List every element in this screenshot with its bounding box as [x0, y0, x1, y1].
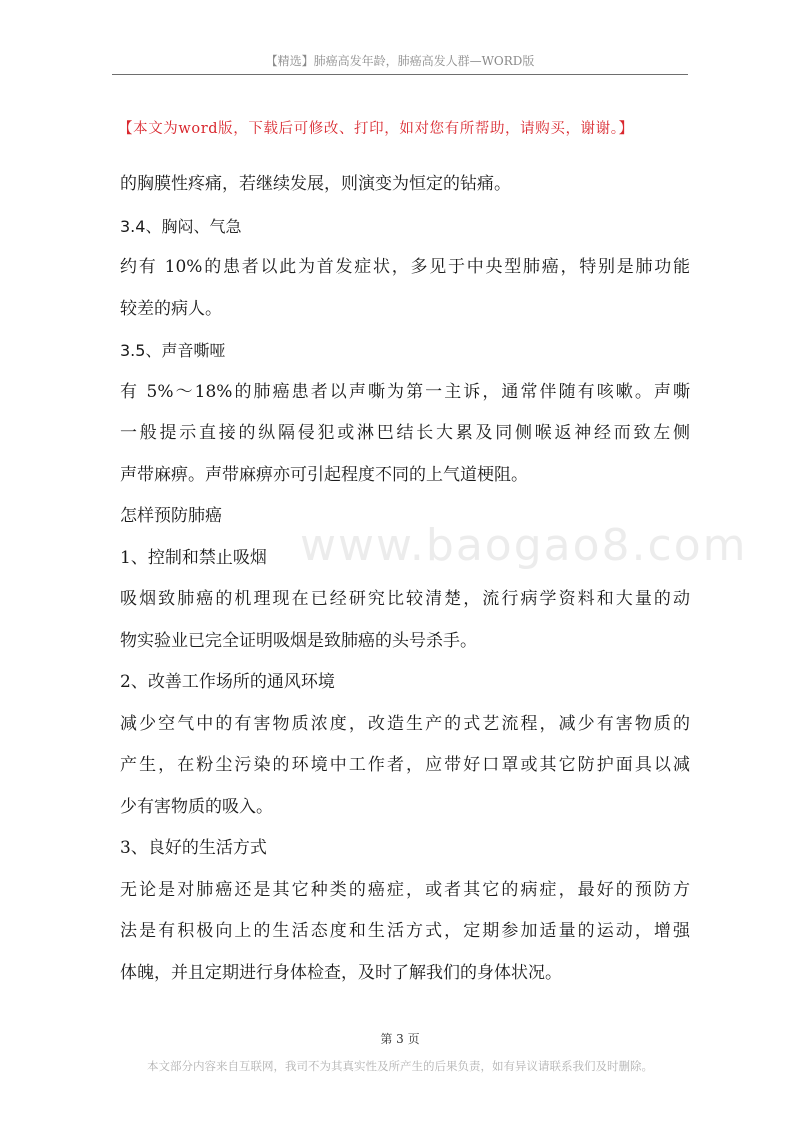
text-line: 减少空气中的有害物质浓度，改造生产的式艺流程，减少有害物质的	[120, 713, 690, 734]
page-header	[112, 50, 688, 75]
text-line: 一般提示直接的纵隔侵犯或淋巴结长大累及同侧喉返神经而致左侧	[120, 423, 690, 443]
text-line: 无论是对肺癌还是其它种类的癌症，或者其它的病症，最好的预防方	[120, 879, 690, 900]
text-line: 约有 10%的患者以此为首发症状，多见于中央型肺癌，特别是肺功能	[120, 257, 690, 277]
text-line: 少有害物质的吸入。	[120, 796, 273, 817]
page-footer: 本文部分内容来自互联网，我司不为其真实性及所产生的后果负责，如有异议请联系我们及时删除。	[147, 1059, 653, 1073]
section-heading: 3.4、胸闷、气急	[120, 216, 242, 236]
section-heading: 怎样预防肺癌	[120, 506, 222, 526]
text-line: 产生，在粉尘污染的环境中工作者，应带好口罩或其它防护面具以减	[120, 755, 690, 775]
text-line: 较差的病人。	[120, 298, 222, 319]
text-line: 体魄，并且定期进行身体检查，及时了解我们的身体状况。	[120, 962, 562, 983]
section-heading: 3、良好的生活方式	[120, 838, 267, 858]
text-line: 吸烟致肺癌的机理现在已经研究比较清楚，流行病学资料和大量的动	[120, 589, 690, 609]
text-line: 声带麻痹。声带麻痹亦可引起程度不同的上气道梗阻。	[120, 464, 528, 485]
header-title: 【精选】肺癌高发年龄，肺癌高发人群—WORD版	[265, 54, 535, 68]
section-heading: 3.5、声音嘶哑	[120, 341, 226, 360]
word-version-notice: 【本文为word版，下载后可修改、打印，如对您有所帮助，请购买，谢谢。】	[118, 121, 634, 137]
watermark: www.baogao8.com	[300, 520, 748, 571]
document-body	[120, 164, 690, 994]
page-number: 第 3 页	[380, 1032, 420, 1046]
section-heading: 1、控制和禁止吸烟	[120, 547, 267, 568]
text-line: 有 5%～18%的肺癌患者以声嘶为第一主诉，通常伴随有咳嗽。声嘶	[120, 381, 690, 402]
section-heading: 2、改善工作场所的通风环境	[120, 672, 335, 692]
text-line: 物实验业已完全证明吸烟是致肺癌的头号杀手。	[120, 630, 477, 651]
text-line: 的胸膜性疼痛，若继续发展，则演变为恒定的钻痛。	[120, 174, 511, 194]
text-line: 法是有积极向上的生活态度和生活方式，定期参加适量的运动，增强	[120, 921, 690, 941]
